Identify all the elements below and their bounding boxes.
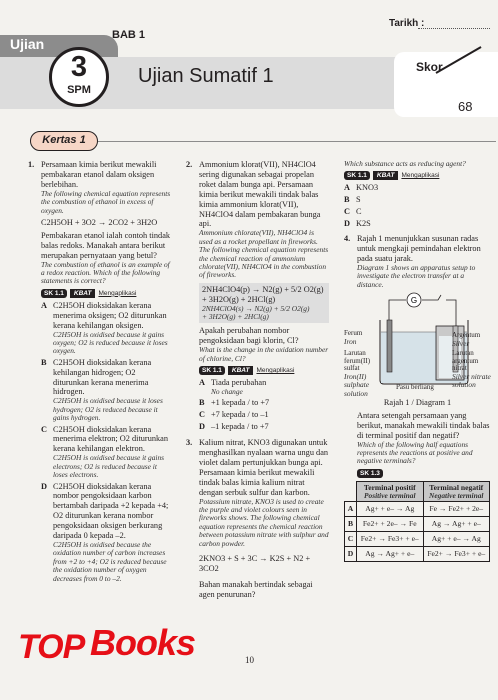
iron-electrode [387,320,392,372]
iron-sulphate-label: Larutan ferum(II) sulfat Iron(II) sulphate solution [344,348,371,398]
question-3 [186,438,329,600]
logo-books-text: Books [90,622,196,663]
exam-label: Ujian [10,36,45,52]
option-text: –1 kepada / to +7 [211,422,269,432]
date-label: Tarikh : [389,18,425,29]
question-prompt: Pembakaran etanol ialah contoh tindak balas redoks. Manakah antara berikut merupakan pernyataan yang betul? [41,230,171,260]
porous-pot-label: Pasu berliang [396,382,434,391]
q3-option-c[interactable] [344,207,491,217]
negative-cell: Ag+ + e– → Ag [423,532,490,547]
option-text: C2H5OH dioksidakan kerana menerima elektron; O2 diturunkan kerana kehilangan elektron. [53,424,168,454]
option-text-en: No change [211,386,243,396]
question-1 [28,160,171,583]
skill-tags [199,366,329,375]
topbooks-logo [4,600,204,698]
negative-cell: Fe2+ → Fe3+ + e– [423,547,490,562]
option-letter: A [344,183,350,193]
kbat-tag: KBAT [373,171,399,180]
table-row[interactable] [345,502,490,517]
equation-en-line-2: + 3H2O(g) + 2HCl(g) [202,312,269,321]
option-letter: D [41,481,47,491]
question-text-en: Diagram 1 shows an apparatus setup to investigate the electron transfer at a distance. [357,262,476,289]
positive-cell: Fe2+ + 2e– → Fe [357,517,424,532]
sk-tag: SK 1.1 [199,366,225,375]
question-prompt: Apakah perubahan nombor pengoksidaan bagi klorin, Cl? [199,326,299,346]
silver-nitrate-label: Larutan argentum nitrat Silver nitrate solution [452,348,491,390]
option-text: +7 kepada / to –1 [211,410,269,420]
question-text-en: Ammonium chlorate(VII), NH4ClO4 is used as a rocket propellant in fireworks. The following chemical equation represents the chemical reaction of ammonium chlorate(VII), NH4ClO4 in the combustion of fireworks. [199,228,329,280]
spm-label: SPM [67,84,91,96]
negative-cell: Fe → Fe2+ + 2e– [423,502,490,517]
question-text-en: The following chemical equation represents the combustion of ethanol in excess of oxygen. [41,188,171,215]
option-b[interactable] [41,358,171,423]
question-prompt-en: What is the change in the oxidation number of chlorine, Cl? [199,345,329,363]
row-letter: B [345,517,357,532]
question-4 [344,234,491,289]
table-row[interactable] [345,532,490,547]
exam-number: 3 [70,51,88,83]
skill-tags [344,171,491,180]
kbat-tag: KBAT [228,366,254,375]
section-badge: Kertas 1 [30,131,98,151]
option-letter: C [41,424,47,434]
equation: C2H5OH + 3O2 → 2CO2 + 3H2O [41,217,158,227]
q3-option-a[interactable] [344,183,491,193]
option-letter: A [41,300,47,310]
electrolysis-diagram [344,292,491,397]
option-d[interactable] [41,482,171,583]
question-text: Ammonium klorat(VII), NH4ClO4 sering digunakan sebagai propelan roket dalam bunga api. Persamaan kimia berikut mewakili tindak balas kimia ammonium klorat(VII), NH4ClO4 dalam pembakaran bunga api. [199,160,321,229]
option-letter: A [199,378,205,388]
question-text: Rajah 1 menunjukkan susunan radas untuk mengkaji pemindahan elektron pada suatu jarak. [357,234,481,263]
section-rule [98,141,496,142]
option-letter: B [199,398,205,408]
option-text: Tiada perubahan [211,378,267,388]
negative-cell: Ag → Ag+ + e– [423,517,490,532]
level-tag: Mengaplikasi [98,289,137,297]
question-2 [186,160,329,432]
row-letter: C [345,532,357,547]
header-negative: Terminal negatif Negative terminal [423,481,490,501]
equation-box [199,283,329,324]
equation-line-2: + 3H2O(g) + 2HCl(g) [202,294,276,304]
positive-cell: Ag → Ag+ + e– [357,547,424,562]
skill-tags [41,289,171,298]
column-1 [28,160,171,586]
level-tag: Mengaplikasi [401,172,440,180]
table-row[interactable] [345,547,490,562]
option-letter: D [344,219,350,229]
date-line [418,28,490,29]
question-prompt-en: Which of the following half equations represents the reactions at positive and negative terminals? [357,439,473,466]
question-4-prompt [344,411,491,466]
question-number: 3. [186,438,193,448]
option-text: KNO3 [356,183,379,193]
answer-table [344,481,490,562]
iron-label: Ferum Iron [344,328,363,346]
question-3-prompt-en: Which substance acts as reducing agent? [344,159,466,168]
positive-cell: Ag+ + e– → Ag [357,502,424,517]
question-prompt: Bahan manakah bertindak sebagai agen penurunan? [199,579,313,599]
equation-en-line-1: 2NH4ClO4(s) → N2(g) + 5/2 O2(g) [202,303,310,313]
option-text: C2H5OH dioksidakan kerana nombor pengoksidaan karbon bertambah daripada +2 kepada +4; O2 diturunkan kerana nombor pengoksidaan oksigen berkurang daripada 0 kepada –2. [53,481,169,541]
row-letter: D [345,547,357,562]
option-letter: C [344,207,350,217]
option-letter: B [344,195,350,205]
question-number: 2. [186,160,193,169]
option-text-en: C2H5OH is oxidised because it gains electrons; O2 is reduced because it loses electrons. [53,453,165,480]
kbat-tag: KBAT [70,289,96,298]
level-tag: Mengaplikasi [256,367,295,375]
option-a[interactable] [41,301,171,356]
equation-line-1: 2NH4ClO4(p) → N2(g) + 5/2 O2(g) [202,284,324,294]
option-text: C2H5OH dioksidakan kerana kehilangan hidrogen; O2 diturunkan kerana menerima hidrogen. [53,357,152,397]
sk-tag: SK 1.3 [357,469,383,478]
q3-option-d[interactable] [344,219,491,229]
option-letter: D [199,422,205,432]
question-text: Kalium nitrat, KNO3 digunakan untuk menghasilkan nyalaan warna ungu dan violet dalam pertunjukkan bunga api. Persamaan kimia berikut mewakili tindak balas kimia kalium nitrat dengan serbuk sulfur dan karbon. [199,438,329,497]
option-text: +1 kepada / to +7 [211,398,270,408]
silver-label: Argentum Silver [452,330,481,348]
option-text: K2S [356,219,371,229]
page-number: 10 [245,655,254,665]
score-label: Skor [416,60,443,74]
skill-tags [344,469,491,478]
option-text-en: C2H5OH is oxidised because it loses hydrogen; O2 is reduced because it gains hydrogen. [53,396,163,423]
chapter-label: BAB 1 [112,29,146,41]
sk-tag: SK 1.1 [344,171,370,180]
option-letter: C [199,410,205,420]
option-text: C [356,207,362,217]
question-number: 4. [344,234,351,244]
table-header [345,481,490,501]
q3-option-b[interactable] [344,195,491,205]
option-b[interactable] [199,398,329,408]
question-number: 1. [28,160,35,169]
question-text-en: Potassium nitrate, KNO3 is used to create the purple and violet colours seen in fireworks shows. The following chemical equation represents the chemical reaction between potassium nitrate with sulphur and carbon powder. [199,496,329,548]
positive-cell: Fe2+ → Fe3+ + e– [357,532,424,547]
header-positive: Terminal positif Positive terminal [357,481,424,501]
option-c[interactable] [199,410,329,420]
question-prompt: Antara setengah persamaan yang berikut, manakah mewakili tindak balas di terminal positif dan negatif? [357,410,490,440]
option-text: S [356,195,361,205]
diagram-caption: Rajah 1 / Diagram 1 [383,397,452,407]
sk-tag: SK 1.1 [41,289,67,298]
option-d[interactable] [199,422,329,432]
option-c[interactable] [41,425,171,480]
score-box [394,52,498,117]
column-3 [344,160,491,562]
equation: 2KNO3 + S + 3C → K2S + N2 + 3CO2 [199,553,311,573]
row-letter: A [345,502,357,517]
score-total: 68 [458,99,473,114]
question-text: Persamaan kimia berikut mewakili pembakaran etanol dalam oksigen berlebihan. [41,160,157,189]
option-text-en: C2H5OH is oxidised because it gains oxygen; O2 is reduced because it loses oxygen. [53,329,168,356]
logo-top-text: TOP [18,628,85,666]
column-2 [186,160,329,603]
exam-number-badge [49,47,109,107]
galvanometer-label: G [410,295,418,305]
option-text-en: C2H5OH is oxidised because the oxidation number of carbon increases from +2 to +4; O2 is reduced because the oxidation number of oxygen decreases from 0 to –2. [53,539,167,583]
question-prompt-en: The combustion of ethanol is an example of a redox reaction. Which of the following statements is correct? [41,259,170,286]
option-a[interactable] [199,378,329,396]
option-letter: B [41,357,47,367]
table-row[interactable] [345,517,490,532]
page-title: Ujian Sumatif 1 [138,65,274,87]
option-text: C2H5OH dioksidakan kerana menerima oksigen; O2 diturunkan kerana kehilangan oksigen. [53,300,167,330]
